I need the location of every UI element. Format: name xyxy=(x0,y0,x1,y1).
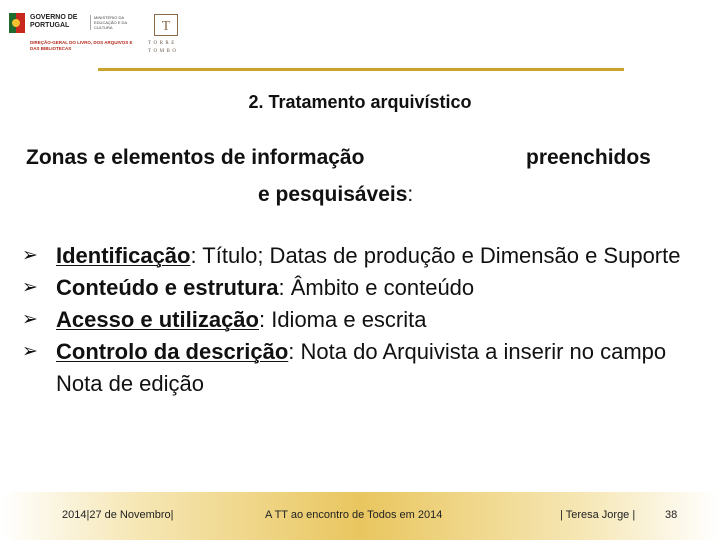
arrow-bullet-icon: ➢ xyxy=(22,245,38,266)
subtitle-line2 xyxy=(258,183,413,207)
bullet-list xyxy=(22,240,702,400)
subtitle-colon: : xyxy=(407,183,414,206)
list-item xyxy=(22,336,702,400)
portugal-emblem-icon xyxy=(8,12,26,36)
section-title: 2. Tratamento arquivístico xyxy=(248,92,472,112)
gov-logo-text xyxy=(30,14,77,30)
footer-author: | Teresa Jorge | xyxy=(560,509,636,521)
footer-date: 2014|27 de Novembro| xyxy=(62,509,174,521)
footer-page-number: 38 xyxy=(665,509,678,521)
arrow-bullet-icon: ➢ xyxy=(22,341,38,362)
arrow-bullet-icon: ➢ xyxy=(22,309,38,330)
bullet-term: Controlo da descrição xyxy=(56,339,289,364)
tt-line1: TORRE xyxy=(148,41,177,46)
bullet-text: : Âmbito e conteúdo xyxy=(278,275,475,300)
list-item xyxy=(22,240,702,272)
gov-logo-line1: GOVERNO DE xyxy=(30,14,78,21)
torre-tombo-text xyxy=(148,40,178,56)
ministry-text: MINISTÉRIO DA EDUCAÇÃO E DA CULTURA xyxy=(90,15,138,30)
bullet-term: Conteúdo e estrutura xyxy=(56,275,279,300)
list-item xyxy=(22,304,702,336)
torre-tombo-mark-icon xyxy=(154,14,178,36)
svg-text:T: T xyxy=(161,19,171,34)
footer-bar xyxy=(0,492,720,540)
bullet-text: : Nota do Arquivista a inserir no campo Nota de edição xyxy=(56,339,667,396)
gov-logo-line2: PORTUGAL xyxy=(30,22,70,29)
bullet-text: : Título; Datas de produção e Dimensão e Suporte xyxy=(190,243,681,268)
subtitle-part1: Zonas e elementos de informação xyxy=(26,146,365,169)
governo-portugal-logo xyxy=(8,10,140,62)
arrow-bullet-icon: ➢ xyxy=(22,277,38,298)
subtitle-line2-text: e pesquisáveis xyxy=(258,183,408,206)
torre-tombo-logo xyxy=(148,14,188,58)
dglab-text: DIREÇÃO-GERAL DO LIVRO, DOS ARQUIVOS E DAS BIBLIOTECAS xyxy=(30,40,133,51)
list-item xyxy=(22,272,702,304)
header-divider xyxy=(98,68,624,71)
bullet-term: Identificação xyxy=(56,243,191,268)
bullet-term: Acesso e utilização xyxy=(56,307,259,332)
footer-event: A TT ao encontro de Todos em 2014 xyxy=(265,509,443,521)
bullet-text: : Idioma e escrita xyxy=(258,307,427,332)
subtitle-part2: preenchidos xyxy=(526,146,651,169)
tt-line2: TOMBO xyxy=(148,49,179,54)
